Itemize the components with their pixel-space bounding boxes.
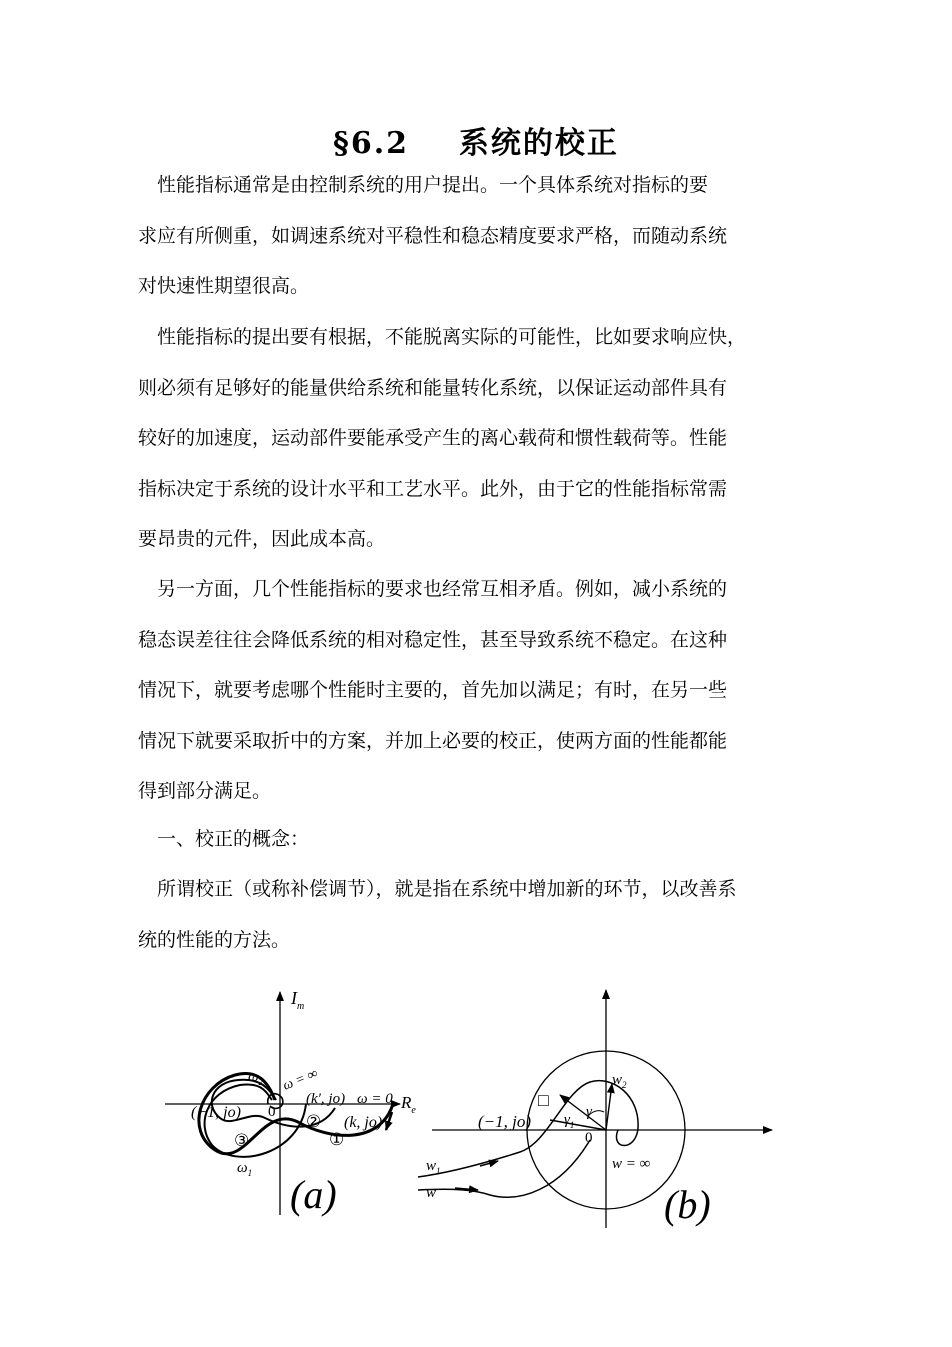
text-line: 另一方面，几个性能指标的要求也经常互相矛盾。例如，减小系统的: [138, 578, 728, 600]
figure-b: [418, 990, 772, 1228]
ray-minus-one: [550, 1120, 606, 1130]
unknown-glyph-box: □: [538, 1090, 549, 1110]
gamma1-label: $\gamma_1$: [564, 1112, 575, 1130]
origin-label: 0: [585, 1130, 593, 1146]
text-line: 性能指标通常是由控制系统的用户提出。一个具体系统对指标的要: [138, 174, 709, 196]
section-heading-concept: [138, 814, 838, 865]
k-point-label: (k, jo): [344, 1114, 383, 1131]
figure-a: [165, 988, 416, 1217]
text-line: 统的性能的方法。: [138, 928, 291, 951]
text-line: 对快速性期望很高。: [138, 275, 310, 297]
paragraph-1: [138, 160, 838, 312]
curve-2-number: ②: [306, 1112, 322, 1131]
curve-w: [418, 1140, 590, 1197]
text-line: 则必须有足够好的能量供给系统和能量转化系统，以保证运动部件具有: [138, 376, 728, 399]
k-prime-point-label: (k′, jo): [306, 1091, 346, 1107]
caption-a: (a): [290, 1172, 337, 1217]
w1-label: $w_1$: [426, 1158, 441, 1176]
w2-label: $w_2$: [612, 1072, 627, 1090]
text-line: 求应有所侧重，如调速系统对平稳性和稳态精度要求严格，而随动系统: [138, 224, 728, 247]
omega1-label: $\omega_1$: [237, 1160, 253, 1178]
w-infinity-label: w = ∞: [612, 1156, 651, 1172]
text-line: 性能指标的提出要有根据，不能脱离实际的可能性，比如要求响应快，: [138, 326, 747, 348]
text-line: 情况下，就要考虑哪个性能时主要的，首先加以满足；有时，在另一些: [138, 679, 728, 701]
section-title: §6.2 系统的校正: [333, 126, 619, 161]
omega-zero-label: ω = 0: [357, 1091, 393, 1107]
curve-1-number: ①: [329, 1130, 345, 1149]
origin-label: 0: [268, 1104, 276, 1120]
text-line: 所谓校正（或称补偿调节），就是指在系统中增加新的环节，以改善系: [138, 878, 737, 900]
text-line: 较好的加速度，运动部件要能承受产生的离心载荷和惯性载荷等。性能: [138, 427, 728, 449]
w-label: w: [426, 1185, 437, 1201]
text-line: 得到部分满足。: [138, 780, 272, 802]
caption-b: (b): [664, 1182, 711, 1227]
gamma-label: γ: [586, 1104, 592, 1120]
im-axis-label: $I_m$: [291, 988, 305, 1012]
paragraph-3: [138, 564, 838, 817]
paragraph-4: [138, 864, 838, 965]
text-line: 指标决定于系统的设计水平和工艺水平。此外，由于它的性能指标常需: [138, 477, 728, 500]
text-line: 一、校正的概念：: [138, 828, 310, 850]
ray-gamma: [606, 1084, 612, 1130]
omega-infinity-label: ω = ∞: [280, 1066, 321, 1094]
minus-one-point-label: (−1, jo): [191, 1104, 241, 1121]
re-axis-label: $R_e$: [401, 1093, 416, 1116]
omega2-label: $\omega_2$: [248, 1069, 264, 1087]
text-line: 情况下就要采取折中的方案，并加上必要的校正，使两方面的性能都能: [138, 729, 728, 752]
text-line: 稳态误差往往会降低系统的相对稳定性，甚至导致系统不稳定。在这种: [138, 628, 728, 651]
nyquist-figure: [0, 975, 952, 1245]
text-line: 要昂贵的元件，因此成本高。: [138, 528, 386, 550]
minus-one-point-label: (−1, jo): [478, 1112, 532, 1131]
curve-3-number: ③: [234, 1131, 250, 1150]
paragraph-2: [138, 312, 838, 565]
